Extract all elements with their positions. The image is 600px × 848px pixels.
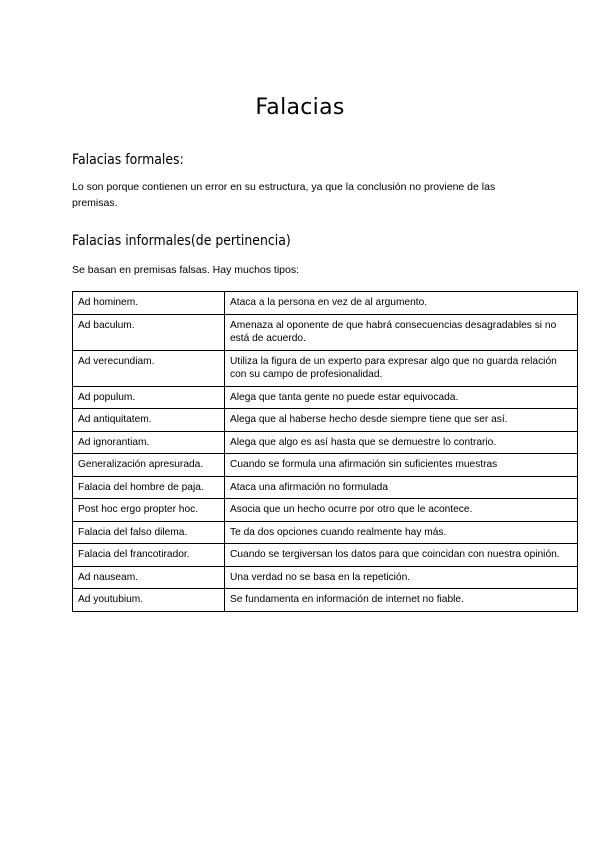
fallacy-name: Ad hominem. [73, 292, 225, 315]
fallacy-name: Ad populum. [73, 386, 225, 409]
fallacy-description: Una verdad no se basa en la repetición. [225, 566, 578, 589]
table-row [73, 544, 578, 567]
fallacy-name: Ad baculum. [73, 314, 225, 350]
formal-fallacies-text: Lo son porque contienen un error en su estructura, ya que la conclusión no proviene de las premisas. [72, 181, 496, 209]
table-row [73, 314, 578, 350]
table-row [73, 409, 578, 432]
fallacy-name: Falacia del hombre de paja. [73, 476, 225, 499]
fallacy-description: Amenaza al oponente de que habrá consecuencias desagradables si no está de acuerdo. [225, 314, 578, 350]
informal-fallacies-text: Se basan en premisas falsas. Hay muchos tipos: [72, 264, 300, 276]
fallacy-description: Ataca una afirmación no formulada [225, 476, 578, 499]
table-row [73, 454, 578, 477]
fallacy-description: Se fundamenta en información de internet no fiable. [225, 589, 578, 612]
fallacy-name: Ad antiquitatem. [73, 409, 225, 432]
table-row [73, 292, 578, 315]
fallacy-name: Ad nauseam. [73, 566, 225, 589]
informal-fallacies-heading: Falacias informales(de pertinencia) [72, 233, 291, 249]
fallacy-description: Alega que al haberse hecho desde siempre tiene que ser así. [225, 409, 578, 432]
fallacy-name: Post hoc ergo propter hoc. [73, 499, 225, 522]
fallacy-name: Falacia del falso dilema. [73, 521, 225, 544]
table-row [73, 521, 578, 544]
table-row [73, 566, 578, 589]
fallacy-description: Cuando se formula una afirmación sin suficientes muestras [225, 454, 578, 477]
fallacy-description: Utiliza la figura de un experto para expresar algo que no guarda relación con su campo de profesionalidad. [225, 350, 578, 386]
fallacy-name: Falacia del francotirador. [73, 544, 225, 567]
table-row [73, 350, 578, 386]
formal-fallacies-heading: Falacias formales: [72, 152, 184, 168]
document-title: Falacias [255, 95, 345, 120]
fallacy-name: Ad ignorantiam. [73, 431, 225, 454]
fallacy-description: Ataca a la persona en vez de al argumento. [225, 292, 578, 315]
table-row [73, 386, 578, 409]
fallacy-description: Alega que tanta gente no puede estar equivocada. [225, 386, 578, 409]
table-row [73, 499, 578, 522]
fallacies-table [72, 291, 578, 612]
fallacy-description: Te da dos opciones cuando realmente hay más. [225, 521, 578, 544]
table-row [73, 431, 578, 454]
fallacy-name: Ad verecundiam. [73, 350, 225, 386]
fallacy-name: Generalización apresurada. [73, 454, 225, 477]
table-row [73, 589, 578, 612]
fallacy-description: Alega que algo es así hasta que se demuestre lo contrario. [225, 431, 578, 454]
fallacy-description: Asocia que un hecho ocurre por otro que le acontece. [225, 499, 578, 522]
fallacy-description: Cuando se tergiversan los datos para que coincidan con nuestra opinión. [225, 544, 578, 567]
table-row [73, 476, 578, 499]
fallacy-name: Ad youtubium. [73, 589, 225, 612]
